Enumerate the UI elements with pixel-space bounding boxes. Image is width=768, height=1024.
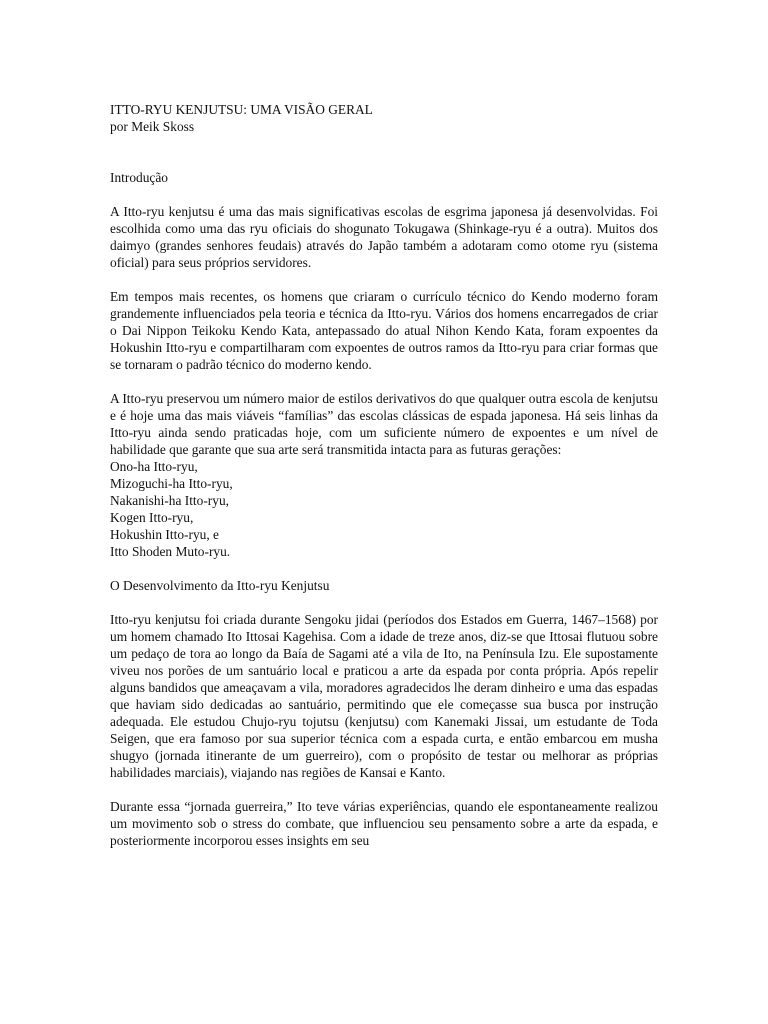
spacer: [110, 594, 658, 611]
list-item: Hokushin Itto-ryu, e: [110, 527, 219, 542]
list-item: Ono-ha Itto-ryu,: [110, 459, 198, 474]
spacer: [110, 135, 658, 169]
list-item: Mizoguchi-ha Itto-ryu,: [110, 476, 233, 491]
document-title: ITTO-RYU KENJUTSU: UMA VISÃO GERAL: [110, 102, 373, 117]
document-author: por Meik Skoss: [110, 119, 195, 134]
list-item: Itto Shoden Muto-ryu.: [110, 544, 231, 559]
document-page: [110, 101, 658, 849]
section-heading-development: O Desenvolvimento da Itto-ryu Kenjutsu: [110, 578, 330, 593]
section-heading-intro: Introdução: [110, 170, 169, 185]
paragraph-intro-2: Em tempos mais recentes, os homens que criaram o currículo técnico do Kendo moderno foram grandemente influenciados pela teoria e técnica da Itto-ryu. Vários dos homens encarregados de criar o Dai Nippon Teikoku Kendo Kata, antepassado do atual Nihon Kendo Kata, foram expoentes da Hokushin Itto-ryu e compartilharam com expoentes de outros ramos da Itto-ryu para criar formas que se tornaram o padrão técnico do moderno kendo.: [110, 289, 658, 372]
spacer: [110, 271, 658, 288]
spacer: [110, 560, 658, 577]
lineage-list: [110, 458, 658, 560]
paragraph-development-1: Itto-ryu kenjutsu foi criada durante Sengoku jidai (períodos dos Estados em Guerra, 1467–1568) por um homem chamado Ito Ittosai Kagehisa. Com a idade de treze anos, diz-se que Ittosai flutuou sobre um pedaço de tora ao longo da Baía de Sagami até a vila de Ito, na Península Izu. Ele supostamente viveu nos porões de um santuário local e praticou a arte da espada por conta própria. Após repelir alguns bandidos que ameaçavam a vila, moradores agradecidos lhe deram dinheiro e uma das espadas que haviam sido dedicadas ao santuário, permitindo que ele começasse sua busca por instrução adequada. Ele estudou Chujo-ryu tojutsu (kenjutsu) com Kanemaki Jissai, um estudante de Toda Seigen, que era famoso por sua superior técnica com a espada curta, e então embarcou em musha shugyo (jornada itinerante de um guerreiro), com o propósito de testar ou melhorar as próprias habilidades marciais), viajando nas regiões de Kansai e Kanto.: [110, 612, 658, 780]
spacer: [110, 373, 658, 390]
list-item: Kogen Itto-ryu,: [110, 510, 194, 525]
list-item: Nakanishi-ha Itto-ryu,: [110, 493, 229, 508]
paragraph-intro-3: A Itto-ryu preservou um número maior de estilos derivativos do que qualquer outra escola de kenjutsu e é hoje uma das mais viáveis “famílias” das escolas clássicas de espada japonesa. Há seis linhas da Itto-ryu ainda sendo praticadas hoje, com um suficiente número de expoentes e um nível de habilidade que garante que sua arte será transmitida intacta para as futuras gerações:: [110, 391, 658, 457]
paragraph-intro-1: A Itto-ryu kenjutsu é uma das mais significativas escolas de esgrima japonesa já desenvolvidas. Foi escolhida como uma das ryu oficiais do shogunato Tokugawa (Shinkage-ryu é a outra). Muitos dos daimyo (grandes senhores feudais) através do Japão também a adotaram como otome ryu (sistema oficial) para seus próprios servidores.: [110, 204, 658, 270]
spacer: [110, 781, 658, 798]
paragraph-development-2: Durante essa “jornada guerreira,” Ito teve várias experiências, quando ele espontaneamente realizou um movimento sob o stress do combate, que influenciou seu pensamento sobre a arte da espada, e posteriormente incorporou esses insights em seu: [110, 799, 658, 848]
spacer: [110, 186, 658, 203]
